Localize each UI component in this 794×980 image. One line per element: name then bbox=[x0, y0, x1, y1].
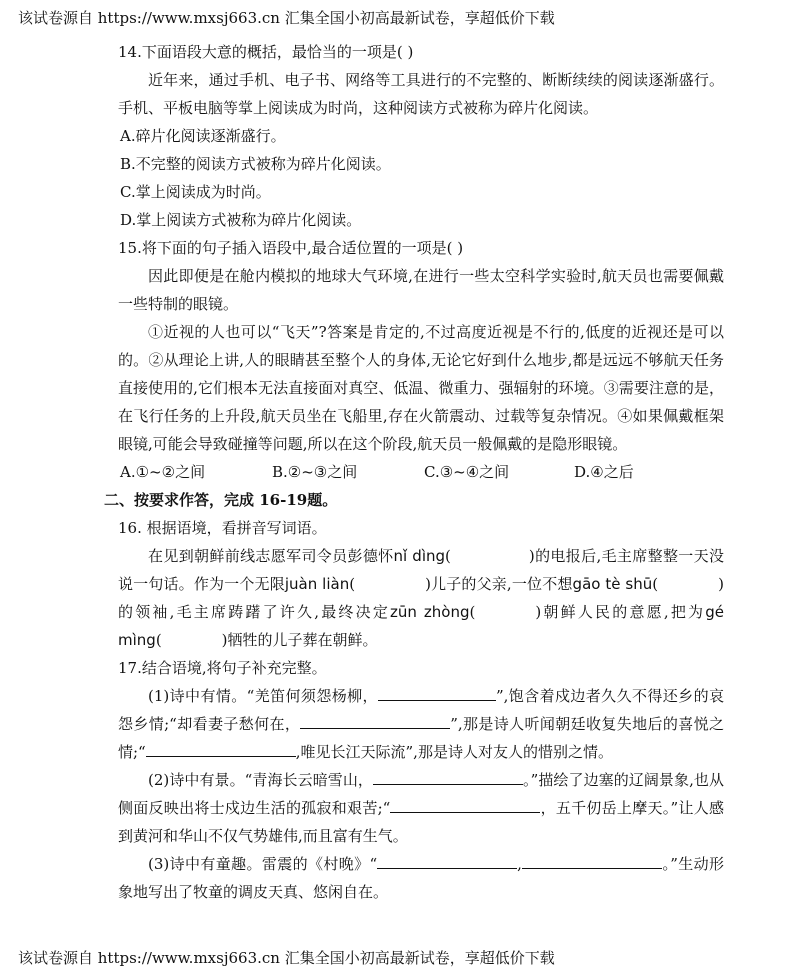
question-14-option-b: B.不完整的阅读方式被称为碎片化阅读。 bbox=[120, 155, 391, 173]
question-17-stem: 17.结合语境,将句子补充完整。 bbox=[118, 659, 327, 677]
q16-blank-2[interactable]: ( bbox=[349, 575, 356, 593]
q17-2-blank-1[interactable] bbox=[373, 768, 523, 785]
question-15-option-c: C.③~④之间 bbox=[424, 463, 510, 481]
page-footer: 该试卷源自 https://www.mxsj663.cn 汇集全国小初高最新试卷，享超低价下载 bbox=[18, 949, 555, 967]
question-14-passage: 近年来，通过手机、电子书、网络等工具进行的不完整的、断断续续的阅读逐渐盛行。手机、平板电脑等掌上阅读成为时尚，这种阅读方式被称为碎片化阅读。 bbox=[118, 71, 724, 117]
question-15-options bbox=[0, 458, 794, 486]
question-17-part-3 bbox=[0, 850, 794, 906]
q17-1-blank-2[interactable] bbox=[300, 712, 450, 729]
q16-text-1: 在见到朝鲜前线志愿军司令员彭德怀 bbox=[148, 547, 394, 565]
q17-3-blank-1[interactable] bbox=[377, 852, 517, 869]
q17-2-text-a: (2)诗中有景。“青海长云暗雪山， bbox=[148, 771, 373, 789]
q16-pinyin-1: nǐ dìng bbox=[393, 547, 446, 565]
question-14-option-a: A.碎片化阅读逐渐盛行。 bbox=[120, 127, 286, 145]
q16-text-2: )的电报后,毛主席整整一天没说一句话。作为一个无限 bbox=[118, 547, 724, 593]
q17-1-text-a: (1)诗中有情。“羌笛何须怨杨柳， bbox=[148, 687, 378, 705]
q16-blank-3[interactable]: ( bbox=[652, 575, 659, 593]
q17-2-blank-2[interactable] bbox=[390, 796, 540, 813]
q17-3-blank-2[interactable] bbox=[522, 852, 662, 869]
q16-blank-5[interactable]: ( bbox=[155, 631, 162, 649]
question-14-option-d: D.掌上阅读方式被称为碎片化阅读。 bbox=[120, 211, 362, 229]
q16-blank-4[interactable]: ( bbox=[469, 603, 476, 621]
q17-1-text-b: ”,饱含着戍边者久久不得还乡的哀怨乡情;“却看妻子愁何在， bbox=[118, 687, 724, 733]
question-15-option-d: D.④之后 bbox=[574, 463, 634, 481]
question-15-stem: 15.将下面的句子插入语段中,最合适位置的一项是( ) bbox=[118, 239, 464, 257]
question-15-option-a: A.①~②之间 bbox=[120, 463, 206, 481]
q16-text-3: )儿子的父亲,一位不想 bbox=[425, 575, 573, 593]
question-15-sentence: 因此即便是在舱内模拟的地球大气环境,在进行一些太空科学实验时,航天员也需要佩戴一些特制的眼镜。 bbox=[118, 267, 724, 313]
q17-1-blank-3[interactable] bbox=[146, 740, 296, 757]
q16-blank-1[interactable]: ( bbox=[445, 547, 451, 565]
q17-2-text-b: 。”描绘了边塞的辽阔景象,也从侧面反映出将士戍边生活的孤寂和艰苦;“ bbox=[118, 771, 724, 817]
q17-3-text-b: , bbox=[517, 855, 522, 873]
q16-pinyin-2: juàn liàn bbox=[284, 575, 350, 593]
question-16-stem: 16. 根据语境，看拼音写词语。 bbox=[118, 519, 327, 537]
question-16-passage bbox=[0, 542, 794, 654]
question-15-passage: ①近视的人也可以“飞天”?答案是肯定的,不过高度近视是不行的,低度的近视还是可以的。②从理论上讲,人的眼睛甚至整个人的身体,无论它好到什么地步,都是远远不够航天任务直接使用的,它们根本无法直接面对真空、低温、微重力、强辐射的环境。③需要注意的是，在飞行任务的上升段,航天员坐在飞船里,存在火箭震动、过载等复杂情况。④如果佩戴框架眼镜,可能会导致碰撞等问题,所以在这个阶段,航天员一般佩戴的是隐形眼镜。 bbox=[118, 323, 724, 453]
q17-3-text-a: (3)诗中有童趣。雷震的《村晚》“ bbox=[148, 855, 378, 873]
question-14-option-c: C.掌上阅读成为时尚。 bbox=[120, 183, 271, 201]
q17-1-blank-1[interactable] bbox=[378, 684, 496, 701]
content bbox=[0, 38, 794, 906]
page-header: 该试卷源自 https://www.mxsj663.cn 汇集全国小初高最新试卷，享超低价下载 bbox=[18, 9, 555, 27]
q16-pinyin-5: gé mìng bbox=[118, 603, 724, 649]
q16-text-4: )的领袖,毛主席踌躇了许久,最终决定 bbox=[118, 575, 724, 621]
q16-text-5: )朝鲜人民的意愿,把为 bbox=[535, 603, 706, 621]
q17-1-text-d: ,唯见长江天际流”,那是诗人对友人的惜别之情。 bbox=[295, 743, 613, 761]
q17-2-text-c: ，五千仞岳上摩天。”让人感到黄河和华山不仅气势雄伟,而且富有生气。 bbox=[118, 799, 724, 845]
question-17-part-1 bbox=[0, 682, 794, 766]
question-15-option-b: B.②~③之间 bbox=[272, 463, 358, 481]
q16-text-6: )牺牲的儿子葬在朝鲜。 bbox=[221, 631, 378, 649]
q17-3-text-c: 。”生动形象地写出了牧童的调皮天真、悠闲自在。 bbox=[118, 855, 724, 901]
question-14-stem: 14.下面语段大意的概括，最恰当的一项是( ) bbox=[118, 43, 414, 61]
section-2-title: 二、按要求作答，完成 16-19题。 bbox=[104, 491, 338, 509]
q17-1-text-c: ”,那是诗人听闻朝廷收复失地后的喜悦之情;“ bbox=[118, 715, 724, 761]
q16-pinyin-4: zūn zhòng bbox=[390, 603, 470, 621]
question-17-part-2 bbox=[0, 766, 794, 850]
q16-pinyin-3: gāo tè shū bbox=[572, 575, 653, 593]
